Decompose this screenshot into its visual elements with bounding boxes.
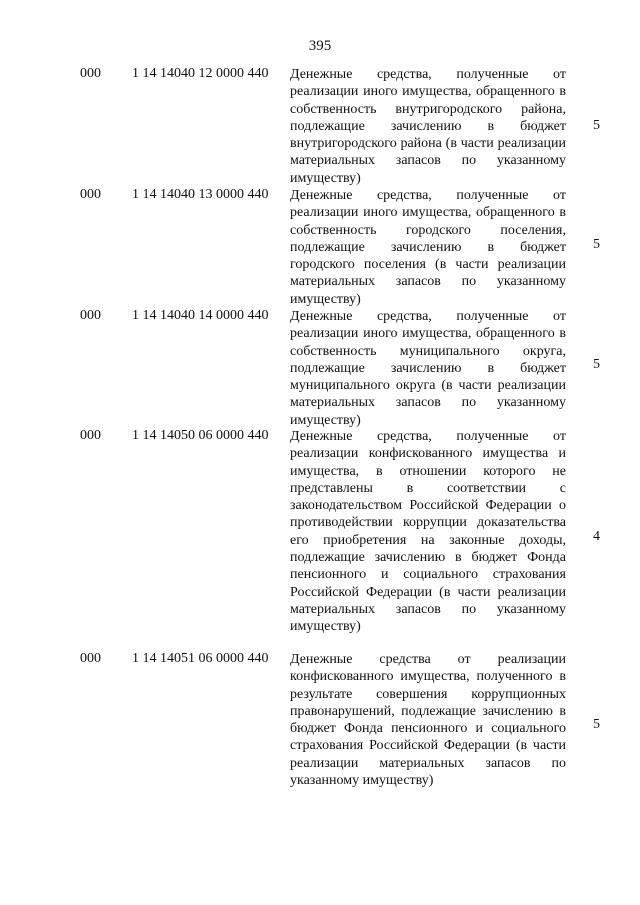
row-description: Денежные средства, полученные от реализации конфискованного имущества и имущества, в отношении которого не представлены в соответствии с законодательством Российской Федерации о противодействии коррупции доказательства его приобретения на законные доходы, подлежащие зачислению в бюджет Фонда пенсионного и социального страхования Российской Федерации (в части реализации материальных запасов по указанному имуществу) bbox=[290, 429, 566, 635]
kbk-code: 1 14 14051 06 0000 440 bbox=[132, 651, 269, 666]
norm-value: 5 bbox=[593, 118, 600, 133]
admin-code: 000 bbox=[80, 308, 101, 323]
page-number: 395 bbox=[308, 38, 332, 54]
kbk-code: 1 14 14050 06 0000 440 bbox=[132, 428, 269, 443]
norm-value: 5 bbox=[593, 237, 600, 252]
kbk-code: 1 14 14040 12 0000 440 bbox=[132, 66, 269, 81]
kbk-code: 1 14 14040 13 0000 440 bbox=[132, 187, 269, 202]
admin-code: 000 bbox=[80, 651, 101, 666]
admin-code: 000 bbox=[80, 187, 101, 202]
kbk-code: 1 14 14040 14 0000 440 bbox=[132, 308, 269, 323]
row-description: Денежные средства от реализации конфискованного имущества, полученного в результате совершения коррупционных правонарушений, подлежащие зачислению в бюджет Фонда пенсионного и социального страхования Российской Федерации (в части реализации материальных запасов по указанному имуществу) bbox=[290, 652, 566, 789]
norm-value: 5 bbox=[593, 717, 600, 732]
row-description: Денежные средства, полученные от реализации иного имущества, обращенного в собственность муниципального округа, подлежащие зачислению в бюджет муниципального округа (в части реализации материальных запасов по указанному имуществу) bbox=[290, 309, 566, 428]
norm-value: 4 bbox=[593, 529, 600, 544]
admin-code: 000 bbox=[80, 66, 101, 81]
row-description: Денежные средства, полученные от реализации иного имущества, обращенного в собственность внутригородского района, подлежащие зачислению в бюджет внутригородского района (в части реализации материальных запасов по указанному имуществу) bbox=[290, 67, 566, 186]
admin-code: 000 bbox=[80, 428, 101, 443]
row-description: Денежные средства, полученные от реализации иного имущества, обращенного в собственность городского поселения, подлежащие зачислению в бюджет городского поселения (в части реализации материальных запасов по указанному имуществу) bbox=[290, 188, 566, 307]
norm-value: 5 bbox=[593, 357, 600, 372]
